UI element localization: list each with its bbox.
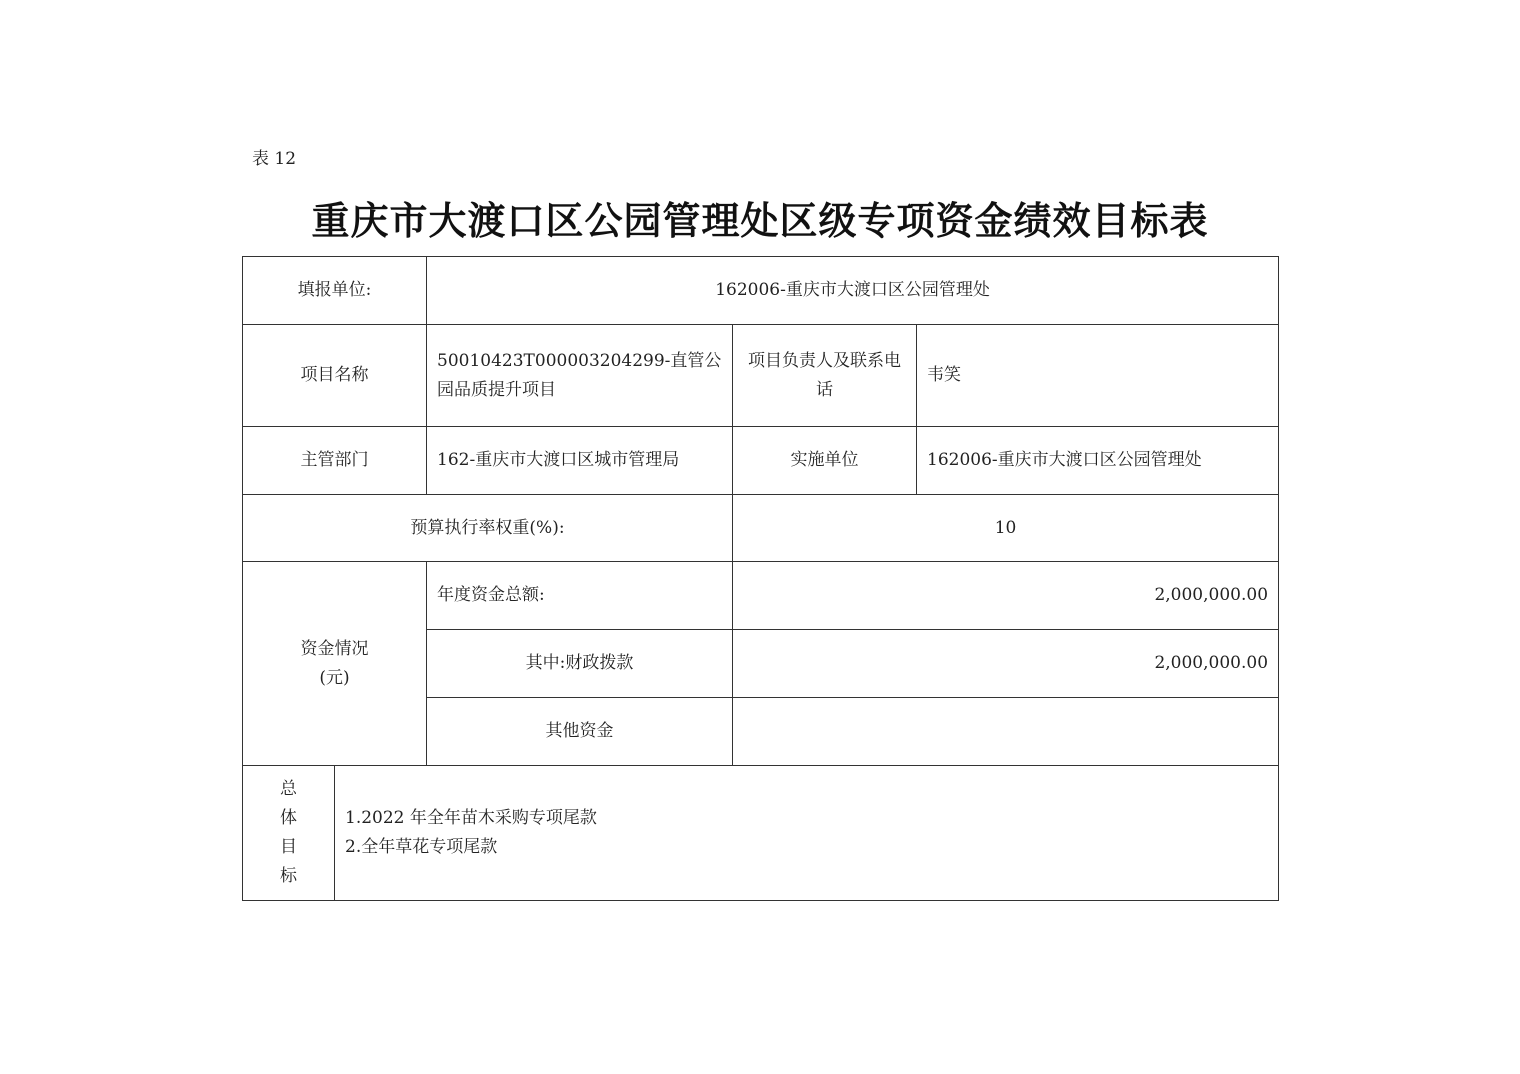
table-row [243,325,1279,427]
goal-label-char: 体 [280,808,297,828]
other-funds-label: 其他资金 [427,698,733,766]
unit-value: 162006-重庆市大渡口区公园管理处 [427,257,1279,325]
table-row [243,766,1279,901]
funds-label [243,562,427,766]
weight-value: 10 [733,495,1279,562]
overall-goal-label [243,766,335,901]
table-number: 表 12 [252,149,297,169]
fiscal-label: 其中:财政拨款 [427,630,733,698]
dept-value: 162-重庆市大渡口区城市管理局 [427,427,733,495]
weight-label: 预算执行率权重(%): [243,495,733,562]
funds-label-line1: 资金情况 [300,638,369,659]
table-row [243,427,1279,495]
goal-label-char: 总 [280,779,297,799]
unit-label: 填报单位: [243,257,427,325]
performance-goal-table [242,256,1279,901]
goal-line: 1.2022 年全年苗木采购专项尾款 [345,808,597,828]
table-row [243,562,1279,630]
annual-total-label: 年度资金总额: [427,562,733,630]
goal-label-char: 标 [280,866,297,886]
fiscal-value: 2,000,000.00 [733,630,1279,698]
annual-total-value: 2,000,000.00 [733,562,1279,630]
overall-goal-content [335,766,1279,901]
impl-label: 实施单位 [733,427,917,495]
contact-value: 韦笑 [917,325,1279,427]
funds-label-line2: (元) [319,667,350,688]
impl-value: 162006-重庆市大渡口区公园管理处 [917,427,1279,495]
project-name-label: 项目名称 [243,325,427,427]
project-name-value: 50010423T000003204299-直管公园品质提升项目 [427,325,733,427]
table-row [243,495,1279,562]
table-row [243,257,1279,325]
goal-line: 2.全年草花专项尾款 [345,837,498,857]
document-title: 重庆市大渡口区公园管理处区级专项资金绩效目标表 [311,199,1209,243]
contact-label: 项目负责人及联系电话 [733,325,917,427]
dept-label: 主管部门 [243,427,427,495]
goal-label-char: 目 [280,837,297,857]
other-funds-value [733,698,1279,766]
